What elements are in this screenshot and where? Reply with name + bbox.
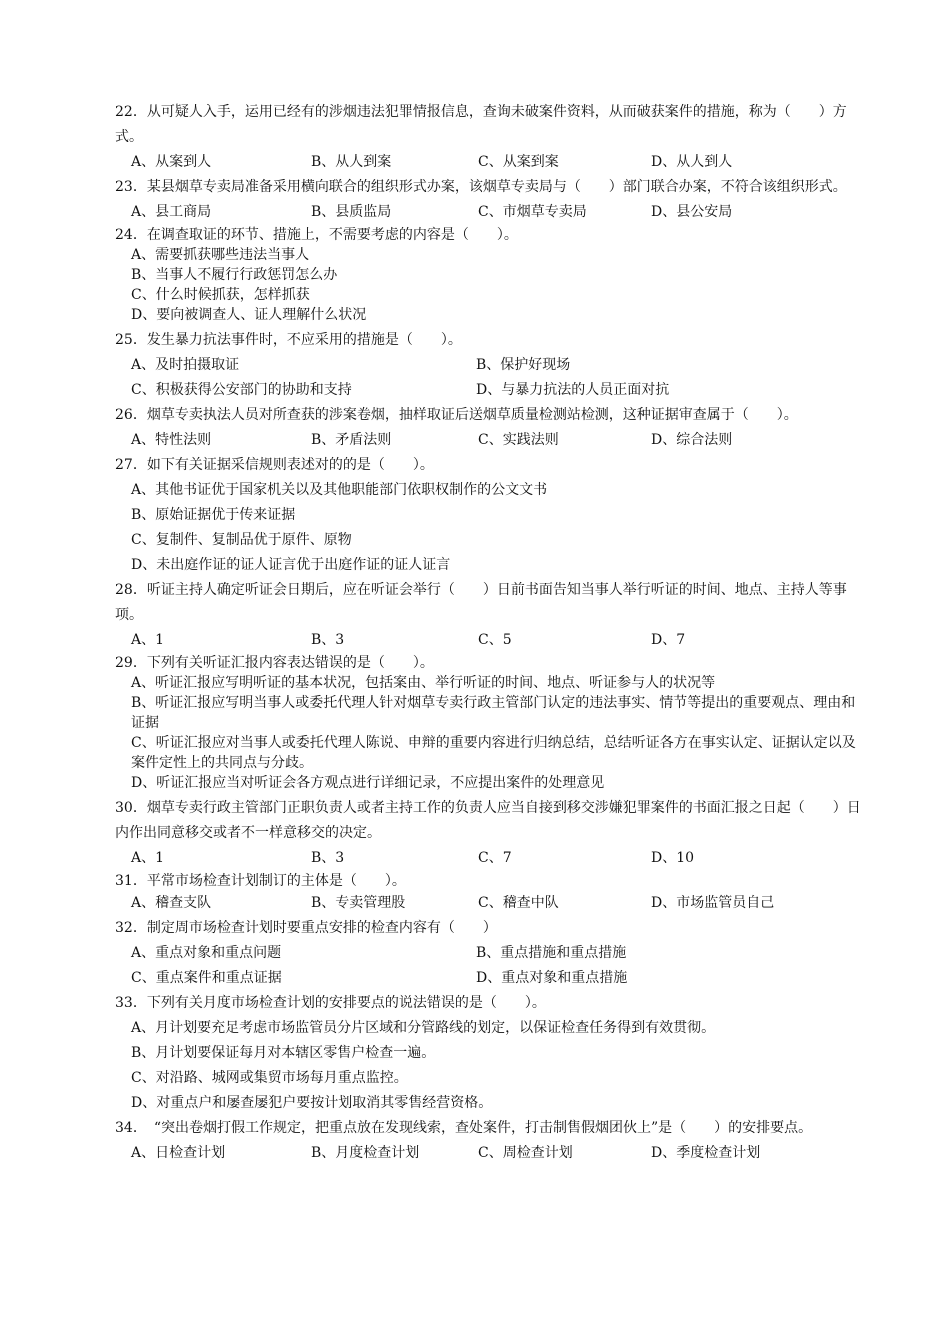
option-row bbox=[115, 428, 865, 453]
option-row bbox=[115, 378, 865, 403]
option-a: A、月计划要充足考虑市场监管员分片区域和分管路线的划定，以保证检查任务得到有效贯彻。 bbox=[131, 1020, 716, 1036]
option-row bbox=[115, 891, 865, 916]
option-c: C、5 bbox=[478, 632, 512, 648]
option-row bbox=[115, 200, 865, 225]
option-d: D、听证汇报应当对听证会各方观点进行详细记录，不应提出案件的处理意见 bbox=[131, 775, 605, 791]
option-row bbox=[115, 966, 865, 991]
question-stem: 30．烟草专卖行政主管部门正职负责人或者主持工作的负责人应当自接到移交涉嫌犯罪案件的书面汇报之日起（ ）日内作出同意移交或者不一样意移交的决定。 bbox=[115, 800, 861, 841]
option-b: B、月计划要保证每月对本辖区零售户检查一遍。 bbox=[131, 1045, 436, 1061]
option-d: D、市场监管员自己 bbox=[651, 895, 775, 911]
option-a: A、1 bbox=[131, 850, 165, 866]
option-list bbox=[115, 245, 865, 325]
option-d: D、重点对象和重点措施 bbox=[476, 970, 628, 986]
question-29 bbox=[115, 653, 865, 793]
option-c: C、积极获得公安部门的协助和支持 bbox=[131, 382, 352, 398]
option-row bbox=[115, 1141, 865, 1166]
option-d: D、对重点户和屡查屡犯户要按计划取消其零售经营资格。 bbox=[131, 1095, 493, 1111]
option-d: D、从人到人 bbox=[651, 154, 733, 170]
question-30 bbox=[115, 796, 865, 871]
option-b: B、重点措施和重点措施 bbox=[476, 945, 627, 961]
option-d: D、季度检查计划 bbox=[651, 1145, 761, 1161]
option-c: C、从案到案 bbox=[478, 154, 559, 170]
question-list bbox=[115, 100, 865, 1166]
option-b: B、从人到案 bbox=[311, 154, 392, 170]
option-a: A、县工商局 bbox=[131, 204, 212, 220]
option-b: B、月度检查计划 bbox=[311, 1145, 420, 1161]
question-31 bbox=[115, 871, 865, 916]
option-row bbox=[115, 941, 865, 966]
option-d: D、未出庭作证的证人证言优于出庭作证的证人证言 bbox=[131, 557, 451, 573]
option-a: A、稽查支队 bbox=[131, 895, 212, 911]
option-d: D、县公安局 bbox=[651, 204, 733, 220]
option-d: D、要向被调查人、证人理解什么状况 bbox=[131, 307, 367, 323]
option-row bbox=[115, 846, 865, 871]
question-stem: 23．某县烟草专卖局准备采用横向联合的组织形式办案，该烟草专卖局与（ ）部门联合办案，不符合该组织形式。 bbox=[115, 179, 847, 195]
option-b: B、当事人不履行行政惩罚怎么办 bbox=[131, 267, 338, 283]
option-c: C、稽查中队 bbox=[478, 895, 559, 911]
option-c: C、7 bbox=[478, 850, 512, 866]
question-23 bbox=[115, 175, 865, 225]
question-22 bbox=[115, 100, 865, 175]
option-a: A、听证汇报应写明听证的基本状况，包括案由、举行听证的时间、地点、听证参与人的状况等 bbox=[131, 675, 716, 691]
question-stem: 26．烟草专卖执法人员对所查获的涉案卷烟，抽样取证后送烟草质量检测站检测，这种证据审查属于（ ）。 bbox=[115, 407, 798, 423]
option-row bbox=[115, 353, 865, 378]
option-c: C、对沿路、城网或集贸市场每月重点监控。 bbox=[131, 1070, 408, 1086]
option-c: C、什么时候抓获，怎样抓获 bbox=[131, 287, 310, 303]
option-a: A、其他书证优于国家机关以及其他职能部门依职权制作的公文文书 bbox=[131, 482, 548, 498]
option-b: B、原始证据优于传来证据 bbox=[131, 507, 296, 523]
question-stem: 24．在调查取证的环节、措施上，不需要考虑的内容是（ ）。 bbox=[115, 227, 518, 243]
option-b: B、矛盾法则 bbox=[311, 432, 392, 448]
option-d: D、综合法则 bbox=[651, 432, 733, 448]
option-a: A、重点对象和重点问题 bbox=[131, 945, 282, 961]
question-33 bbox=[115, 991, 865, 1116]
option-d: D、与暴力抗法的人员正面对抗 bbox=[476, 382, 670, 398]
option-list bbox=[115, 673, 865, 793]
option-list bbox=[115, 1016, 865, 1116]
question-28 bbox=[115, 578, 865, 653]
question-stem: 33．下列有关月度市场检查计划的安排要点的说法错误的是（ ）。 bbox=[115, 995, 546, 1011]
question-24 bbox=[115, 225, 865, 325]
option-c: C、复制件、复制品优于原件、原物 bbox=[131, 532, 352, 548]
option-b: B、县质监局 bbox=[311, 204, 392, 220]
option-row bbox=[115, 150, 865, 175]
option-b: B、专卖管理股 bbox=[311, 895, 406, 911]
question-stem: 29．下列有关听证汇报内容表达错误的是（ ）。 bbox=[115, 655, 434, 671]
question-stem: 25．发生暴力抗法事件时，不应采用的措施是（ ）。 bbox=[115, 332, 462, 348]
option-c: C、重点案件和重点证据 bbox=[131, 970, 282, 986]
option-b: B、3 bbox=[311, 632, 345, 648]
option-c: C、实践法则 bbox=[478, 432, 559, 448]
question-stem: 31．平常市场检查计划制订的主体是（ ）。 bbox=[115, 873, 406, 889]
question-25 bbox=[115, 328, 865, 403]
option-a: A、从案到人 bbox=[131, 154, 212, 170]
option-a: A、日检查计划 bbox=[131, 1145, 226, 1161]
option-a: A、1 bbox=[131, 632, 165, 648]
option-d: D、10 bbox=[651, 850, 695, 866]
question-stem: 34． “突出卷烟打假工作规定，把重点放在发现线索，查处案件，打击制售假烟团伙上”是（ ）的安排要点。 bbox=[115, 1120, 813, 1136]
question-stem: 27．如下有关证据采信规则表述对的的是（ ）。 bbox=[115, 457, 434, 473]
option-c: C、周检查计划 bbox=[478, 1145, 573, 1161]
question-34 bbox=[115, 1116, 865, 1166]
option-a: A、及时拍摄取证 bbox=[131, 357, 240, 373]
option-a: A、特性法则 bbox=[131, 432, 212, 448]
option-row bbox=[115, 628, 865, 653]
option-b: B、3 bbox=[311, 850, 345, 866]
question-32 bbox=[115, 916, 865, 991]
option-c: C、市烟草专卖局 bbox=[478, 204, 587, 220]
option-b: B、保护好现场 bbox=[476, 357, 571, 373]
option-c: C、听证汇报应对当事人或委托代理人陈说、申辩的重要内容进行归纳总结，总结听证各方在事实认定、证据认定以及案件定性上的共同点与分歧。 bbox=[131, 735, 856, 771]
question-26 bbox=[115, 403, 865, 453]
question-stem: 22．从可疑人入手，运用已经有的涉烟违法犯罪情报信息，查询未破案件资料，从而破获案件的措施，称为（ ）方式。 bbox=[115, 104, 847, 145]
question-27 bbox=[115, 453, 865, 578]
option-list bbox=[115, 478, 865, 578]
option-d: D、7 bbox=[651, 632, 686, 648]
option-b: B、听证汇报应写明当事人或委托代理人针对烟草专卖行政主管部门认定的违法事实、情节等提出的重要观点、理由和证据 bbox=[131, 695, 856, 731]
option-a: A、需要抓获哪些违法当事人 bbox=[131, 247, 310, 263]
question-stem: 28．听证主持人确定听证会日期后，应在听证会举行（ ）日前书面告知当事人举行听证的时间、地点、主持人等事项。 bbox=[115, 582, 847, 623]
question-stem: 32．制定周市场检查计划时要重点安排的检查内容有（ ） bbox=[115, 920, 497, 936]
